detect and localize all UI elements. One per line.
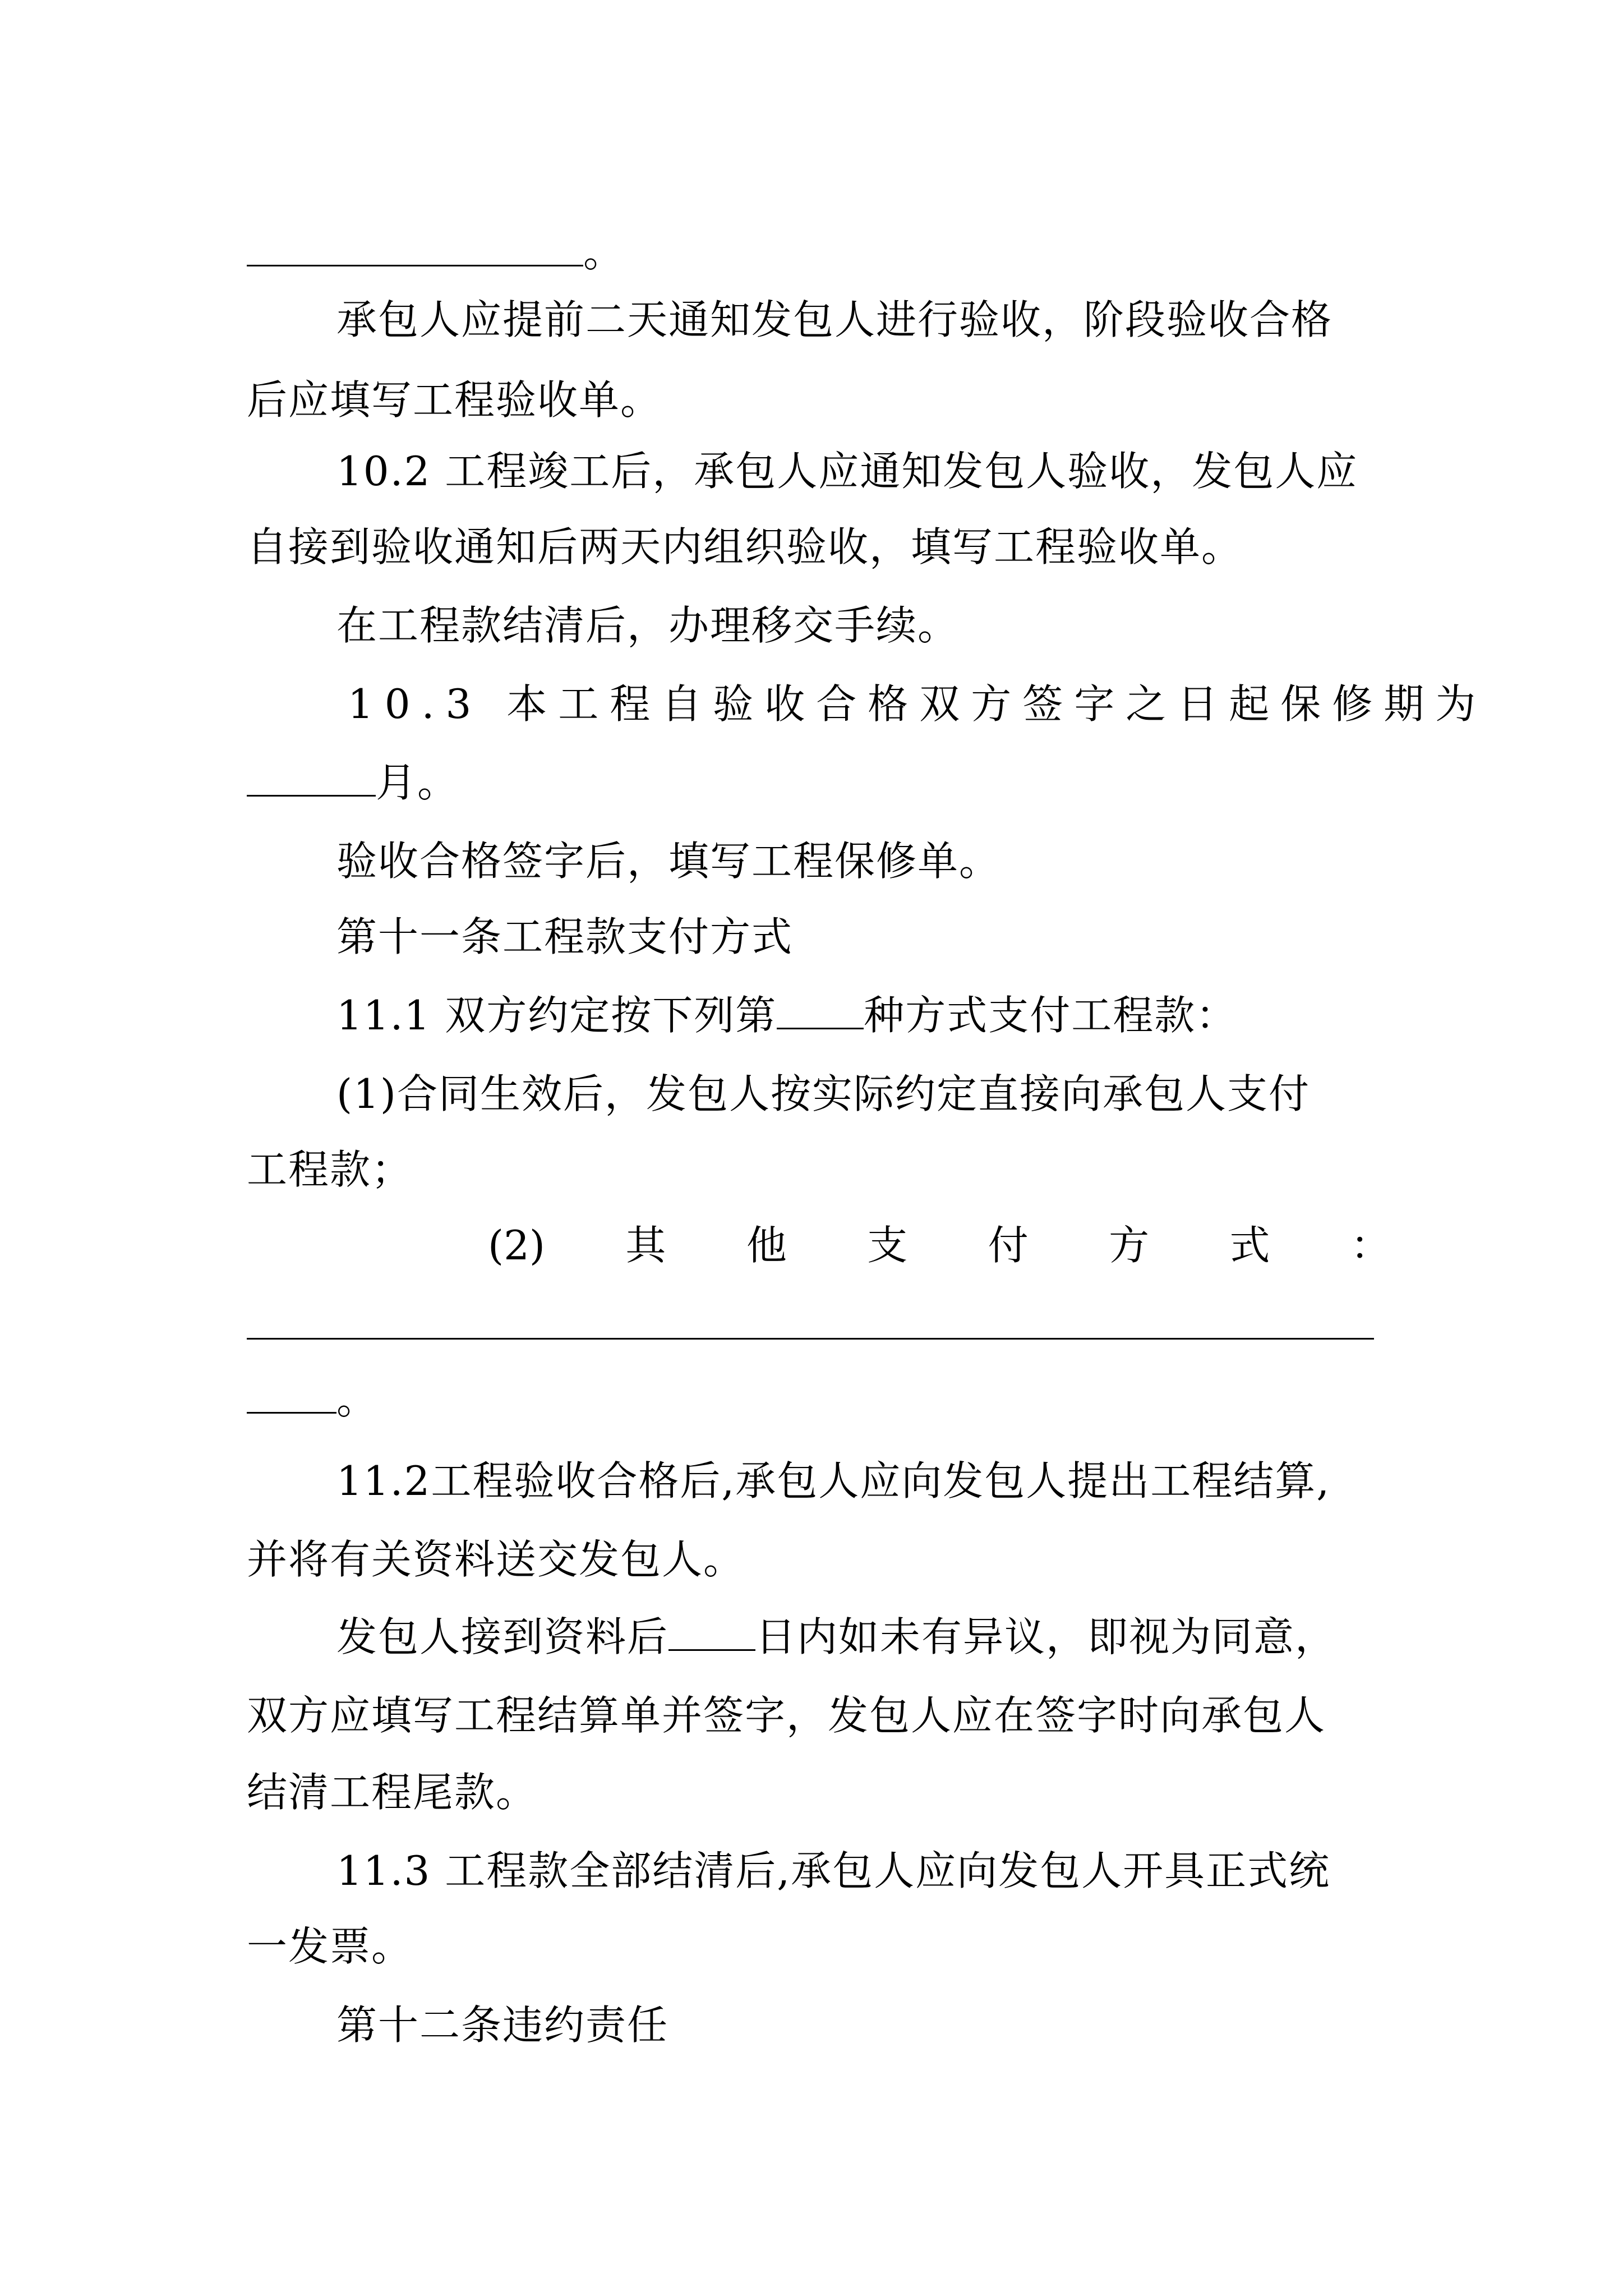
line-text: 日内如未有异议，即视为同意， (755, 1613, 1337, 1660)
paragraph-line: 验收合格签字后，填写工程保修单。 (336, 838, 1001, 885)
paragraph-line: 后应填写工程验收单。 (247, 376, 662, 424)
spread-char: 支 (867, 1222, 908, 1269)
paragraph-line: 一发票。 (247, 1923, 413, 1970)
section-heading: 第十一条工程款支付方式 (336, 913, 794, 960)
spread-char: 式 (1229, 1222, 1270, 1269)
spread-char: ： (1350, 1222, 1391, 1269)
fill-in-blank (247, 230, 583, 266)
spread-char: 其 (625, 1222, 666, 1269)
line-text: 月。 (376, 759, 459, 806)
paragraph-line: 10.3 本工程自验收合格双方签字之日起保修期为 (348, 680, 1487, 728)
paragraph-line: 工程款； (247, 1146, 413, 1193)
spread-char: 付 (988, 1222, 1029, 1269)
paragraph-line: 11.3 工程款全部结清后,承包人应向发包人开具正式统 (336, 1847, 1331, 1894)
spread-line (488, 1217, 1391, 1273)
paragraph-line: 结清工程尾款。 (247, 1769, 538, 1816)
spread-char: 方 (1109, 1222, 1150, 1269)
fill-in-blank (668, 1614, 755, 1651)
fill-in-blank (247, 1377, 336, 1414)
paragraph-line (247, 224, 1385, 280)
paragraph-line: 11.2工程验收合格后,承包人应向发包人提出工程结算, (336, 1457, 1331, 1504)
paragraph-line (336, 987, 1385, 1043)
section-heading: 第十二条违约责任 (336, 2001, 669, 2049)
paragraph-line (336, 1609, 1385, 1665)
line-text: 11.1 双方约定按下列第 (336, 992, 777, 1039)
paragraph-line: 并将有关资料送交发包人。 (247, 1536, 745, 1583)
spread-char: (2) (488, 1222, 545, 1269)
paragraph-line: 10.2 工程竣工后，承包人应通知发包人验收，发包人应 (336, 448, 1358, 495)
line-text: 种方式支付工程款： (864, 992, 1238, 1039)
line-text: 。 (336, 1376, 379, 1423)
paragraph-line (247, 1372, 1385, 1428)
spread-char: 他 (746, 1222, 787, 1269)
paragraph-line: 自接到验收通知后两天内组织验收，填写工程验收单。 (247, 523, 1243, 570)
fill-in-rule (247, 1338, 1374, 1340)
paragraph-line: (1)合同生效后，发包人按实际约定直接向承包人支付 (336, 1070, 1310, 1117)
paragraph-line: 在工程款结清后，办理移交手续。 (336, 602, 960, 649)
line-text: 发包人接到资料后 (336, 1613, 669, 1660)
paragraph-line: 双方应填写工程结算单并签字，发包人应在签字时向承包人 (247, 1692, 1326, 1739)
fill-in-blank (247, 760, 376, 797)
paragraph-line (247, 754, 1385, 811)
paragraph-line: 承包人应提前二天通知发包人进行验收，阶段验收合格 (336, 296, 1333, 343)
line-text: 。 (583, 229, 625, 276)
fill-in-blank (777, 993, 864, 1029)
